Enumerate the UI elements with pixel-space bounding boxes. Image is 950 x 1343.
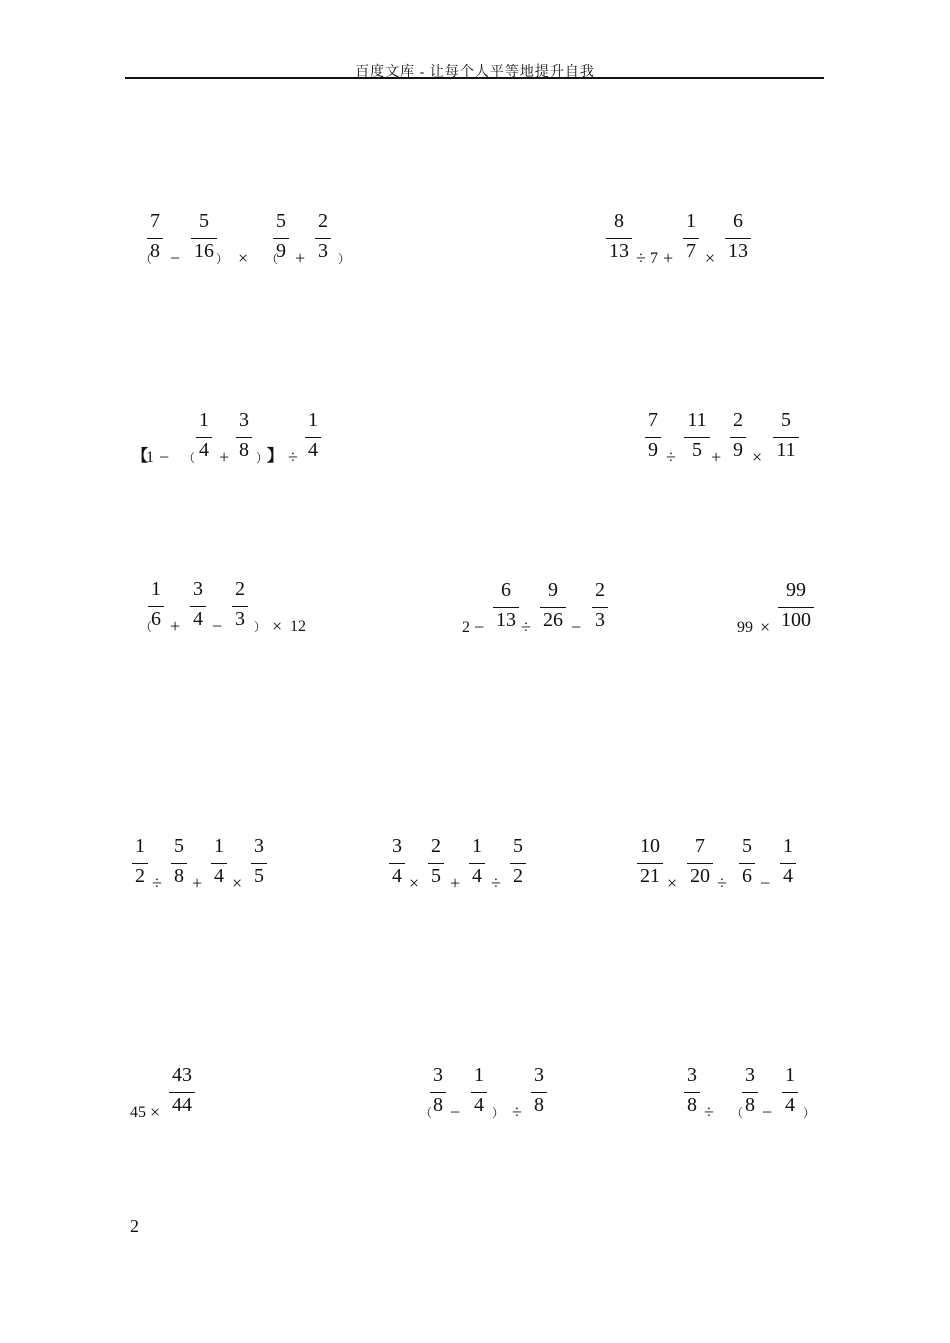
- fraction: [684, 1064, 700, 1124]
- fraction-numerator: 2: [733, 409, 743, 431]
- fraction-bar: [531, 1092, 547, 1093]
- fraction-denominator: 5: [692, 439, 702, 461]
- operator: ×: [238, 248, 249, 268]
- fraction-numerator: 99: [786, 579, 806, 601]
- fraction: [687, 835, 713, 895]
- operator: +: [711, 447, 722, 467]
- fraction-bar: [196, 437, 212, 438]
- fraction-denominator: 4: [785, 1094, 795, 1116]
- fraction-bar: [687, 863, 713, 864]
- operator: ×: [760, 617, 771, 637]
- parenthesis: （: [731, 1106, 744, 1120]
- fraction-denominator: 8: [687, 1094, 697, 1116]
- fraction-bar: [147, 238, 163, 239]
- operator: ÷: [521, 617, 531, 637]
- fraction-numerator: 5: [174, 835, 184, 857]
- fraction-denominator: 8: [239, 439, 249, 461]
- fraction-denominator: 8: [534, 1094, 544, 1116]
- fraction-numerator: 1: [135, 835, 145, 857]
- fraction-numerator: 2: [431, 835, 441, 857]
- fraction-numerator: 11: [687, 409, 707, 431]
- fraction-numerator: 3: [254, 835, 264, 857]
- fraction-bar: [782, 1092, 798, 1093]
- fraction: [780, 835, 796, 895]
- fraction-denominator: 8: [150, 240, 160, 262]
- fraction-denominator: 4: [392, 865, 402, 887]
- fraction-bar: [637, 863, 663, 864]
- fraction-numerator: 6: [733, 210, 743, 232]
- fraction-denominator: 26: [543, 609, 563, 631]
- fraction-numerator: 8: [614, 210, 624, 232]
- fraction-numerator: 5: [513, 835, 523, 857]
- fraction-bar: [191, 238, 217, 239]
- fraction-bar: [684, 1092, 700, 1093]
- fraction-denominator: 13: [609, 240, 629, 262]
- fraction-bar: [232, 606, 248, 607]
- operator: −: [474, 617, 485, 637]
- fraction-numerator: 9: [548, 579, 558, 601]
- fraction-numerator: 1: [785, 1064, 795, 1086]
- fraction: [430, 1064, 446, 1124]
- operator: ÷: [152, 873, 162, 893]
- fraction: [739, 835, 755, 895]
- fraction-denominator: 4: [474, 1094, 484, 1116]
- fraction: [782, 1064, 798, 1124]
- parenthesis: （: [183, 451, 196, 465]
- fraction-numerator: 3: [239, 409, 249, 431]
- fraction-denominator: 3: [235, 608, 245, 630]
- fraction-denominator: 6: [151, 608, 161, 630]
- fraction-bar: [778, 607, 814, 608]
- fraction: [273, 210, 289, 270]
- operator: ÷: [288, 447, 298, 467]
- integer: 2: [462, 619, 470, 636]
- bracket: 【: [132, 448, 149, 465]
- fraction-bar: [211, 863, 227, 864]
- fraction-numerator: 7: [695, 835, 705, 857]
- operator: +: [663, 248, 674, 268]
- operator: ×: [150, 1102, 161, 1122]
- fraction-bar: [773, 437, 799, 438]
- fraction-bar: [315, 238, 331, 239]
- operator: −: [450, 1102, 461, 1122]
- fraction-numerator: 5: [742, 835, 752, 857]
- operator: +: [192, 873, 203, 893]
- fraction-bar: [132, 863, 148, 864]
- fraction-bar: [780, 863, 796, 864]
- parenthesis: ）: [338, 252, 351, 266]
- fraction-bar: [273, 238, 289, 239]
- fraction-denominator: 9: [648, 439, 658, 461]
- operator: −: [159, 447, 170, 467]
- fraction-numerator: 3: [745, 1064, 755, 1086]
- fraction-numerator: 1: [199, 409, 209, 431]
- fraction: [305, 409, 321, 469]
- fraction-denominator: 9: [733, 439, 743, 461]
- fraction-bar: [592, 607, 608, 608]
- fraction-denominator: 3: [318, 240, 328, 262]
- bracket: 】: [267, 448, 284, 465]
- fraction-denominator: 20: [690, 865, 710, 887]
- parenthesis: ）: [492, 1106, 505, 1120]
- fraction-bar: [730, 437, 746, 438]
- fraction-numerator: 5: [781, 409, 791, 431]
- operator: ÷: [704, 1102, 714, 1122]
- fraction-numerator: 3: [193, 578, 203, 600]
- fraction-bar: [471, 1092, 487, 1093]
- fraction: [684, 409, 710, 469]
- operator: +: [170, 616, 181, 636]
- parenthesis: ）: [256, 451, 269, 465]
- fraction-numerator: 1: [686, 210, 696, 232]
- fraction-bar: [305, 437, 321, 438]
- fraction-bar: [725, 238, 751, 239]
- operator: −: [760, 873, 771, 893]
- fraction: [645, 409, 661, 469]
- fraction-bar: [169, 1092, 195, 1093]
- fraction: [148, 578, 164, 638]
- fraction-bar: [171, 863, 187, 864]
- fraction-denominator: 8: [174, 865, 184, 887]
- fraction-denominator: 8: [433, 1094, 443, 1116]
- fraction-bar: [469, 863, 485, 864]
- fraction: [637, 835, 663, 895]
- fraction: [469, 835, 485, 895]
- fraction-numerator: 1: [472, 835, 482, 857]
- fraction-denominator: 4: [472, 865, 482, 887]
- operator: ×: [667, 873, 678, 893]
- fraction: [510, 835, 526, 895]
- fraction: [315, 210, 331, 270]
- fraction-denominator: 9: [276, 240, 286, 262]
- fraction-bar: [389, 863, 405, 864]
- fraction-denominator: 4: [199, 439, 209, 461]
- fraction-denominator: 8: [745, 1094, 755, 1116]
- fraction-denominator: 2: [513, 865, 523, 887]
- integer: 1: [146, 449, 154, 466]
- operator: ÷: [636, 248, 646, 268]
- fraction-bar: [645, 437, 661, 438]
- operator: −: [170, 248, 181, 268]
- parenthesis: ）: [803, 1106, 816, 1120]
- fraction-bar: [684, 437, 710, 438]
- operator: ×: [752, 447, 763, 467]
- fraction-numerator: 2: [595, 579, 605, 601]
- fraction-bar: [430, 1092, 446, 1093]
- fraction: [778, 579, 814, 639]
- fraction: [171, 835, 187, 895]
- fraction-numerator: 1: [308, 409, 318, 431]
- fraction-bar: [739, 863, 755, 864]
- operator: ×: [409, 873, 420, 893]
- fraction-bar: [251, 863, 267, 864]
- parenthesis: ）: [216, 252, 229, 266]
- fraction-numerator: 7: [150, 210, 160, 232]
- fraction-numerator: 7: [648, 409, 658, 431]
- fraction: [236, 409, 252, 469]
- parenthesis: （: [140, 620, 153, 634]
- operator: ×: [705, 248, 716, 268]
- fraction-bar: [540, 607, 566, 608]
- fraction-bar: [190, 606, 206, 607]
- fraction-denominator: 4: [214, 865, 224, 887]
- operator: +: [219, 447, 230, 467]
- fraction-denominator: 11: [776, 439, 796, 461]
- fraction: [132, 835, 148, 895]
- fraction: [190, 578, 206, 638]
- fraction-numerator: 1: [151, 578, 161, 600]
- fraction-numerator: 1: [474, 1064, 484, 1086]
- operator: ÷: [512, 1102, 522, 1122]
- parenthesis: （: [266, 252, 279, 266]
- fraction: [773, 409, 799, 469]
- fraction-numerator: 3: [433, 1064, 443, 1086]
- fraction: [389, 835, 405, 895]
- operator: +: [450, 873, 461, 893]
- fraction-bar: [428, 863, 444, 864]
- fraction-numerator: 3: [687, 1064, 697, 1086]
- fraction: [540, 579, 566, 639]
- fraction-bar: [510, 863, 526, 864]
- fraction: [742, 1064, 758, 1124]
- fraction-numerator: 1: [214, 835, 224, 857]
- fraction-denominator: 100: [781, 609, 811, 631]
- fraction: [683, 210, 699, 270]
- fraction: [493, 579, 519, 639]
- operator: −: [762, 1102, 773, 1122]
- fraction: [428, 835, 444, 895]
- fraction-numerator: 3: [534, 1064, 544, 1086]
- operator: +: [295, 248, 306, 268]
- fraction-denominator: 4: [783, 865, 793, 887]
- fraction-bar: [493, 607, 519, 608]
- fraction-numerator: 2: [235, 578, 245, 600]
- integer: 99: [737, 619, 753, 636]
- fraction-numerator: 5: [199, 210, 209, 232]
- fraction: [592, 579, 608, 639]
- fraction: [169, 1064, 195, 1124]
- fraction-numerator: 43: [172, 1064, 192, 1086]
- operator: −: [212, 616, 223, 636]
- fraction: [730, 409, 746, 469]
- fraction-denominator: 3: [595, 609, 605, 631]
- fraction-denominator: 2: [135, 865, 145, 887]
- fraction: [531, 1064, 547, 1124]
- operator: ×: [232, 873, 243, 893]
- fraction-bar: [148, 606, 164, 607]
- fraction-bar: [236, 437, 252, 438]
- operator: ÷: [717, 873, 727, 893]
- parenthesis: （: [420, 1106, 433, 1120]
- fraction-numerator: 6: [501, 579, 511, 601]
- fraction-denominator: 44: [172, 1094, 192, 1116]
- fraction-numerator: 10: [640, 835, 660, 857]
- fraction: [196, 409, 212, 469]
- fraction: [147, 210, 163, 270]
- fraction-denominator: 13: [728, 240, 748, 262]
- fraction-numerator: 2: [318, 210, 328, 232]
- fraction-denominator: 4: [193, 608, 203, 630]
- header-title: 百度文库 - 让每个人平等地提升自我: [355, 65, 595, 80]
- fraction-denominator: 7: [686, 240, 696, 262]
- operator: ÷: [666, 447, 676, 467]
- fraction-bar: [742, 1092, 758, 1093]
- fraction: [191, 210, 217, 270]
- parenthesis: （: [140, 252, 153, 266]
- fraction-numerator: 1: [783, 835, 793, 857]
- integer: 45: [130, 1104, 146, 1121]
- fraction-denominator: 5: [254, 865, 264, 887]
- fraction: [232, 578, 248, 638]
- page-number: 2: [130, 1216, 139, 1236]
- fraction-bar: [683, 238, 699, 239]
- fraction-numerator: 5: [276, 210, 286, 232]
- fraction: [471, 1064, 487, 1124]
- operator: ×: [272, 616, 283, 636]
- operator: −: [571, 617, 582, 637]
- integer: 7: [650, 250, 658, 267]
- fraction-denominator: 6: [742, 865, 752, 887]
- fraction-denominator: 4: [308, 439, 318, 461]
- parenthesis: ）: [254, 620, 267, 634]
- fraction: [251, 835, 267, 895]
- fraction-denominator: 21: [640, 865, 660, 887]
- fraction-bar: [606, 238, 632, 239]
- operator: ÷: [491, 873, 501, 893]
- fraction-denominator: 5: [431, 865, 441, 887]
- fraction: [606, 210, 632, 270]
- fraction: [725, 210, 751, 270]
- fraction-denominator: 16: [194, 240, 214, 262]
- integer: 12: [290, 618, 306, 635]
- header-rule: [125, 77, 824, 79]
- fraction-numerator: 3: [392, 835, 402, 857]
- fraction-denominator: 13: [496, 609, 516, 631]
- fraction: [211, 835, 227, 895]
